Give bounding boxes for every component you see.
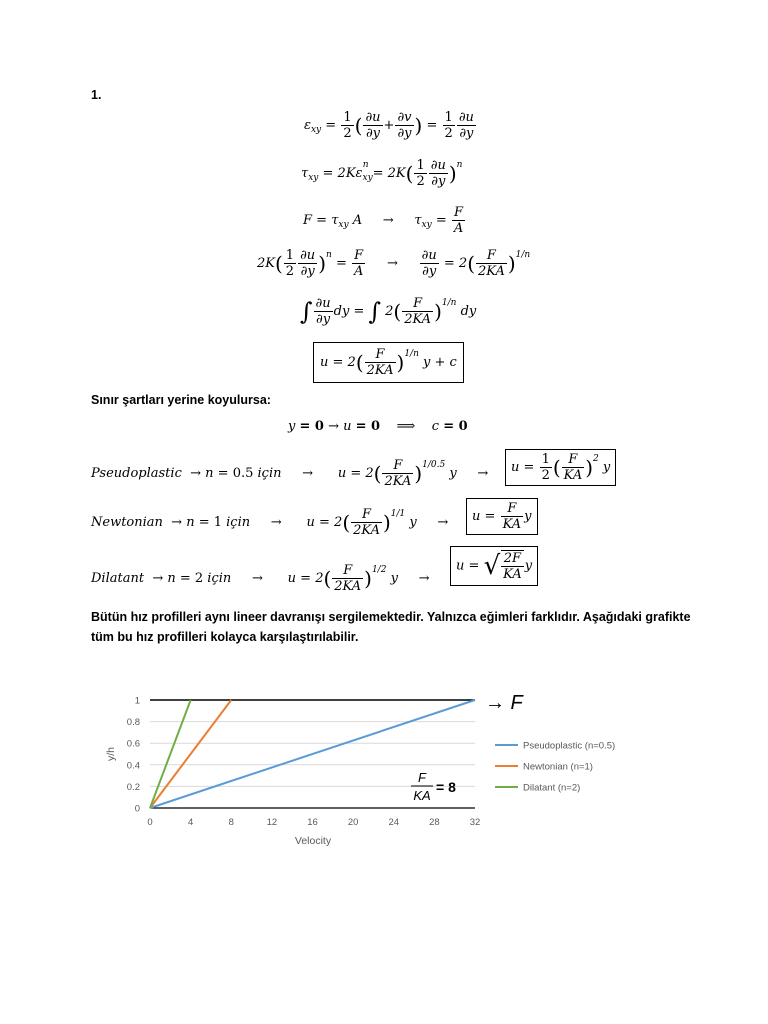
x-tick-label: 20 bbox=[347, 817, 359, 828]
result-dilatant: u = √ $\frac{2F}{KA}$ y bbox=[450, 546, 538, 586]
x-tick-label: 0 bbox=[147, 817, 153, 828]
chart-x-label: Velocity bbox=[294, 835, 332, 847]
x-tick-label: 28 bbox=[429, 817, 440, 828]
y-tick-label: 0.2 bbox=[126, 781, 140, 793]
equation-integral: ∫ $\frac{\partial u}{\partial y}$ dy = ∫ 2( $\frac{F}{2KA}$ )$^{1/n}$ dy bbox=[300, 296, 477, 327]
equation-stress: $\tau_{xy} = 2K\varepsilon_{xy}^n = 2K$( $\frac{1}{2}$ $\frac{\partial u}{\partial y}$ )$^n$ bbox=[301, 158, 463, 189]
force-arrow-text: → F bbox=[485, 692, 523, 714]
x-tick-label: 32 bbox=[469, 817, 481, 828]
problem-number: 1. bbox=[91, 88, 102, 102]
legend-label: Pseudoplastic (n=0.5) bbox=[523, 740, 616, 752]
legend-label: Dilatant (n=2) bbox=[523, 782, 581, 794]
equation-force: $F = \tau_{xy}$ A → $\tau_{xy}$ = $\frac{F}{A}$ bbox=[303, 205, 464, 236]
result-pseudoplastic: u = $\frac{1}{2}$ ( $\frac{F}{KA}$ )$^2$ y bbox=[505, 449, 616, 486]
x-tick-label: 24 bbox=[388, 817, 400, 828]
result-newtonian: u = $\frac{F}{KA}$ y bbox=[466, 498, 538, 535]
equation-combined: 2K( $\frac{1}{2}$ $\frac{\partial u}{\partial y}$ )$^n$ = $\frac{F}{A}$ → $\frac{\partial u}{\partial y}$ = 2( $\frac{F}{2KA}$ )$^{1/n}$ bbox=[257, 248, 531, 279]
boundary-label: Sınır şartları yerine koyulursa: bbox=[91, 393, 271, 407]
y-tick-label: 1 bbox=[134, 695, 140, 707]
case-dilatant: Dilatant → n = 2 için → u = 2( $\frac{F}{2KA}$ )$^{1/2}$ y → bbox=[91, 563, 430, 594]
chart-y-ticks bbox=[127, 696, 140, 815]
equation-strain: $\varepsilon_{xy}$ = $\frac{1}{2}$ ( $\frac{\partial u}{\partial y}$ + $\frac{\partial v}{\partial y}$ ) = $\frac{1}{2}$ $\frac{\partial u}{\partial y}$ bbox=[304, 110, 474, 141]
chart-x-ticks bbox=[147, 817, 480, 828]
ratio-numerator: F bbox=[418, 770, 426, 785]
x-tick-label: 4 bbox=[187, 817, 194, 828]
series-line bbox=[150, 700, 191, 808]
ratio-value: = 8 bbox=[436, 779, 456, 795]
x-tick-label: 8 bbox=[228, 817, 234, 828]
chart-legend bbox=[495, 741, 615, 794]
equation-result: u = 2( $\frac{F}{2KA}$ )$^{1/n}$ y + c bbox=[313, 342, 464, 383]
x-tick-label: 16 bbox=[307, 817, 318, 828]
case-pseudoplastic: Pseudoplastic → n = 0.5 için → u = 2( $\frac{F}{2KA}$ )$^{1/0.5}$ y → bbox=[91, 458, 489, 489]
paragraph-line-2: tüm bu hız profilleri kolayca karşılaştırılabilir. bbox=[91, 630, 359, 644]
case-newtonian: Newtonian → n = 1 için → u = 2( $\frac{F}{2KA}$ )$^{1/1}$ y → bbox=[91, 507, 449, 538]
paragraph bbox=[91, 607, 711, 647]
boundary-condition: y = 0 → u = 0 ⟹ c = 0 bbox=[288, 419, 468, 434]
y-tick-label: 0.6 bbox=[126, 738, 140, 750]
legend-label: Newtonian (n=1) bbox=[523, 761, 593, 773]
y-tick-label: 0.8 bbox=[126, 717, 140, 729]
ratio-denominator: KA bbox=[413, 788, 431, 803]
x-tick-label: 12 bbox=[266, 817, 278, 828]
series-line bbox=[150, 700, 231, 808]
velocity-profile-chart bbox=[90, 680, 690, 860]
chart-y-label: y/h bbox=[105, 746, 117, 762]
force-arrow-annotation bbox=[485, 692, 525, 714]
paragraph-line-1: Bütün hız profilleri aynı lineer davranışı sergilemektedir. Yalnızca eğimleri farklıdır. Aşağıdaki grafikte bbox=[91, 610, 691, 624]
y-tick-label: 0 bbox=[134, 803, 140, 815]
y-tick-label: 0.4 bbox=[126, 760, 140, 772]
